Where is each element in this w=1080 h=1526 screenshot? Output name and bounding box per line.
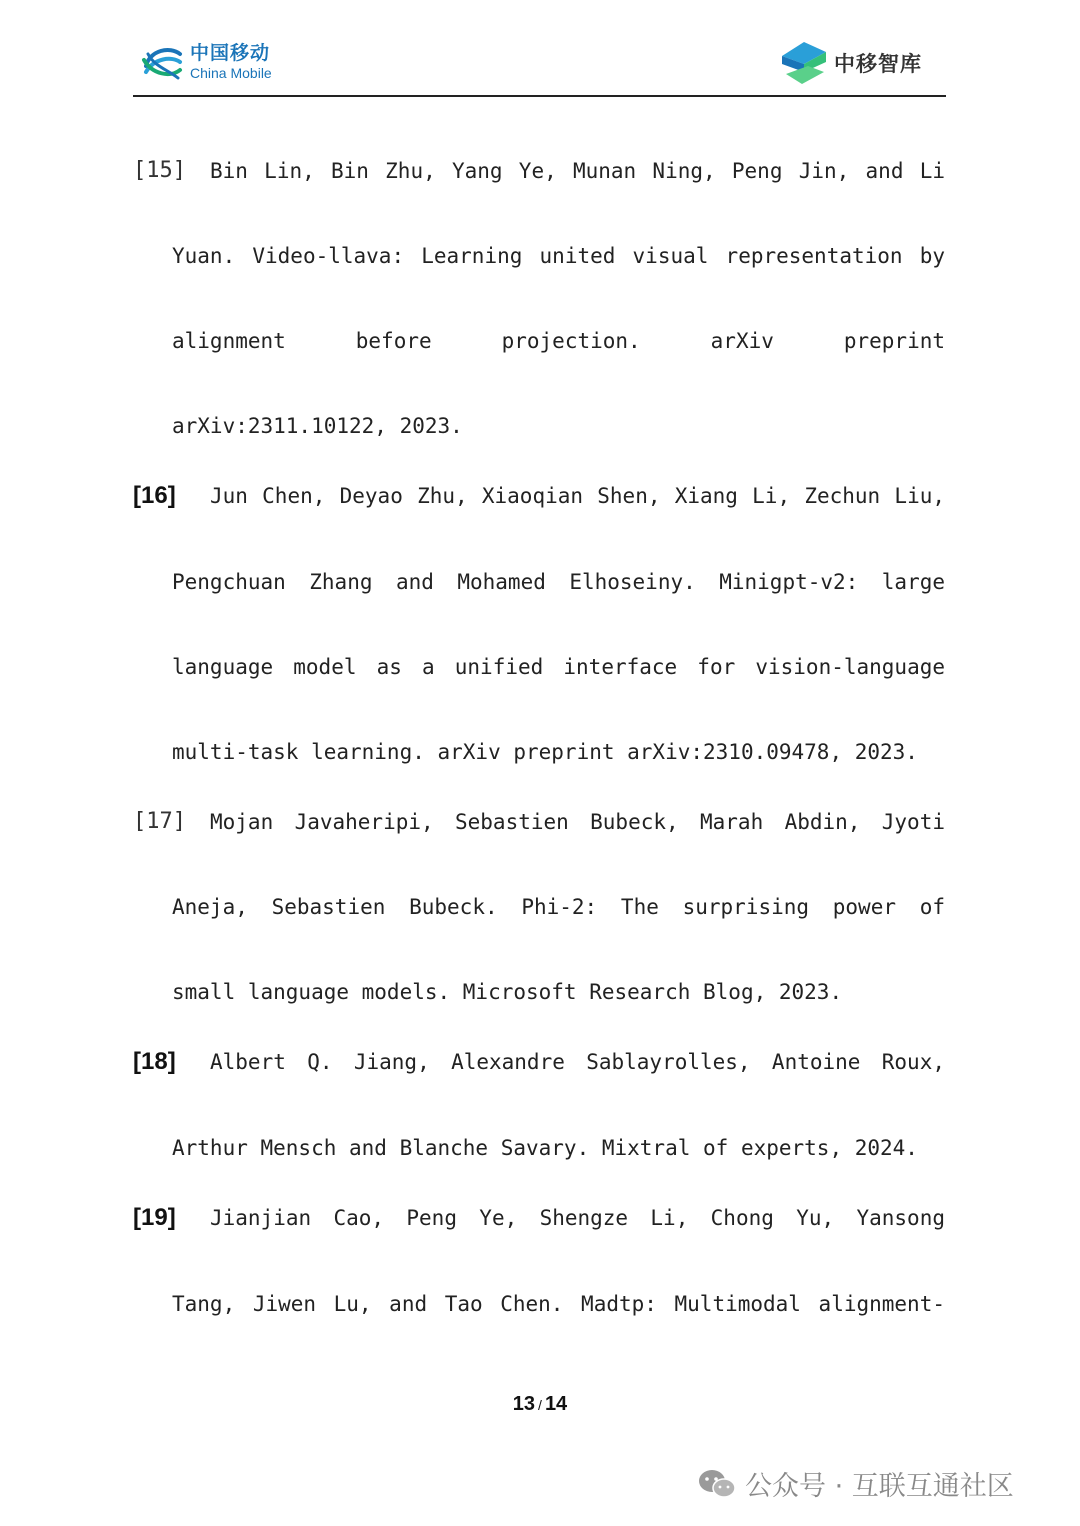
wechat-watermark xyxy=(697,1464,1014,1503)
reference-16-number: [16] xyxy=(133,482,176,509)
reference-15-line-2: Yuan. Video-llava: Learning united visual representation by xyxy=(172,244,945,268)
reference-18-number: [18] xyxy=(133,1048,176,1075)
reference-15-line-3: alignment before projection. arXiv preprint xyxy=(172,329,945,353)
reference-19-line-2: Tang, Jiwen Lu, and Tao Chen. Madtp: Multimodal alignment- xyxy=(172,1292,945,1316)
reference-19-number: [19] xyxy=(133,1204,176,1231)
china-mobile-logo-en: China Mobile xyxy=(190,65,272,81)
page-header xyxy=(0,0,1080,100)
reference-17-line-1: Mojan Javaheripi, Sebastien Bubeck, Marah Abdin, Jyoti xyxy=(210,810,945,834)
zhongyi-zhiku-logo xyxy=(778,38,922,88)
reference-16-line-2: Pengchuan Zhang and Mohamed Elhoseiny. Minigpt-v2: large xyxy=(172,570,945,594)
header-divider xyxy=(133,95,946,97)
china-mobile-logo-cn: 中国移动 xyxy=(190,42,271,64)
reference-16-line-3: language model as a unified interface for vision-language xyxy=(172,655,945,679)
reference-16-line-1: Jun Chen, Deyao Zhu, Xiaoqian Shen, Xiang Li, Zechun Liu, xyxy=(210,484,945,508)
zhongyi-zhiku-logo-cn: 中移智库 xyxy=(834,52,922,76)
watermark-text: 公众号 · 互联互通社区 xyxy=(745,1471,1014,1502)
reference-15-line-4: arXiv:2311.10122, 2023. xyxy=(172,414,463,438)
reference-18-line-1: Albert Q. Jiang, Alexandre Sablayrolles, Antoine Roux, xyxy=(210,1050,945,1074)
zhongyi-zhiku-logo-icon xyxy=(778,38,830,88)
page-separator: / xyxy=(538,1397,542,1413)
reference-16-line-4: multi-task learning. arXiv preprint arXiv:2310.09478, 2023. xyxy=(172,740,918,764)
reference-17-line-3: small language models. Microsoft Research Blog, 2023. xyxy=(172,980,843,1004)
china-mobile-logo xyxy=(140,40,272,84)
page-current: 13 xyxy=(512,1393,536,1415)
reference-17-line-2: Aneja, Sebastien Bubeck. Phi-2: The surprising power of xyxy=(172,895,945,919)
reference-15-number: [15] xyxy=(133,158,186,183)
reference-15-line-1: Bin Lin, Bin Zhu, Yang Ye, Munan Ning, Peng Jin, and Li xyxy=(210,159,945,183)
wechat-icon xyxy=(697,1467,737,1501)
reference-18-line-2: Arthur Mensch and Blanche Savary. Mixtral of experts, 2024. xyxy=(172,1136,918,1160)
page-total: 14 xyxy=(544,1393,568,1415)
china-mobile-logo-icon xyxy=(140,40,184,84)
reference-17-number: [17] xyxy=(133,809,186,834)
reference-19-line-1: Jianjian Cao, Peng Ye, Shengze Li, Chong Yu, Yansong xyxy=(210,1206,945,1230)
page-number xyxy=(0,1393,1080,1416)
